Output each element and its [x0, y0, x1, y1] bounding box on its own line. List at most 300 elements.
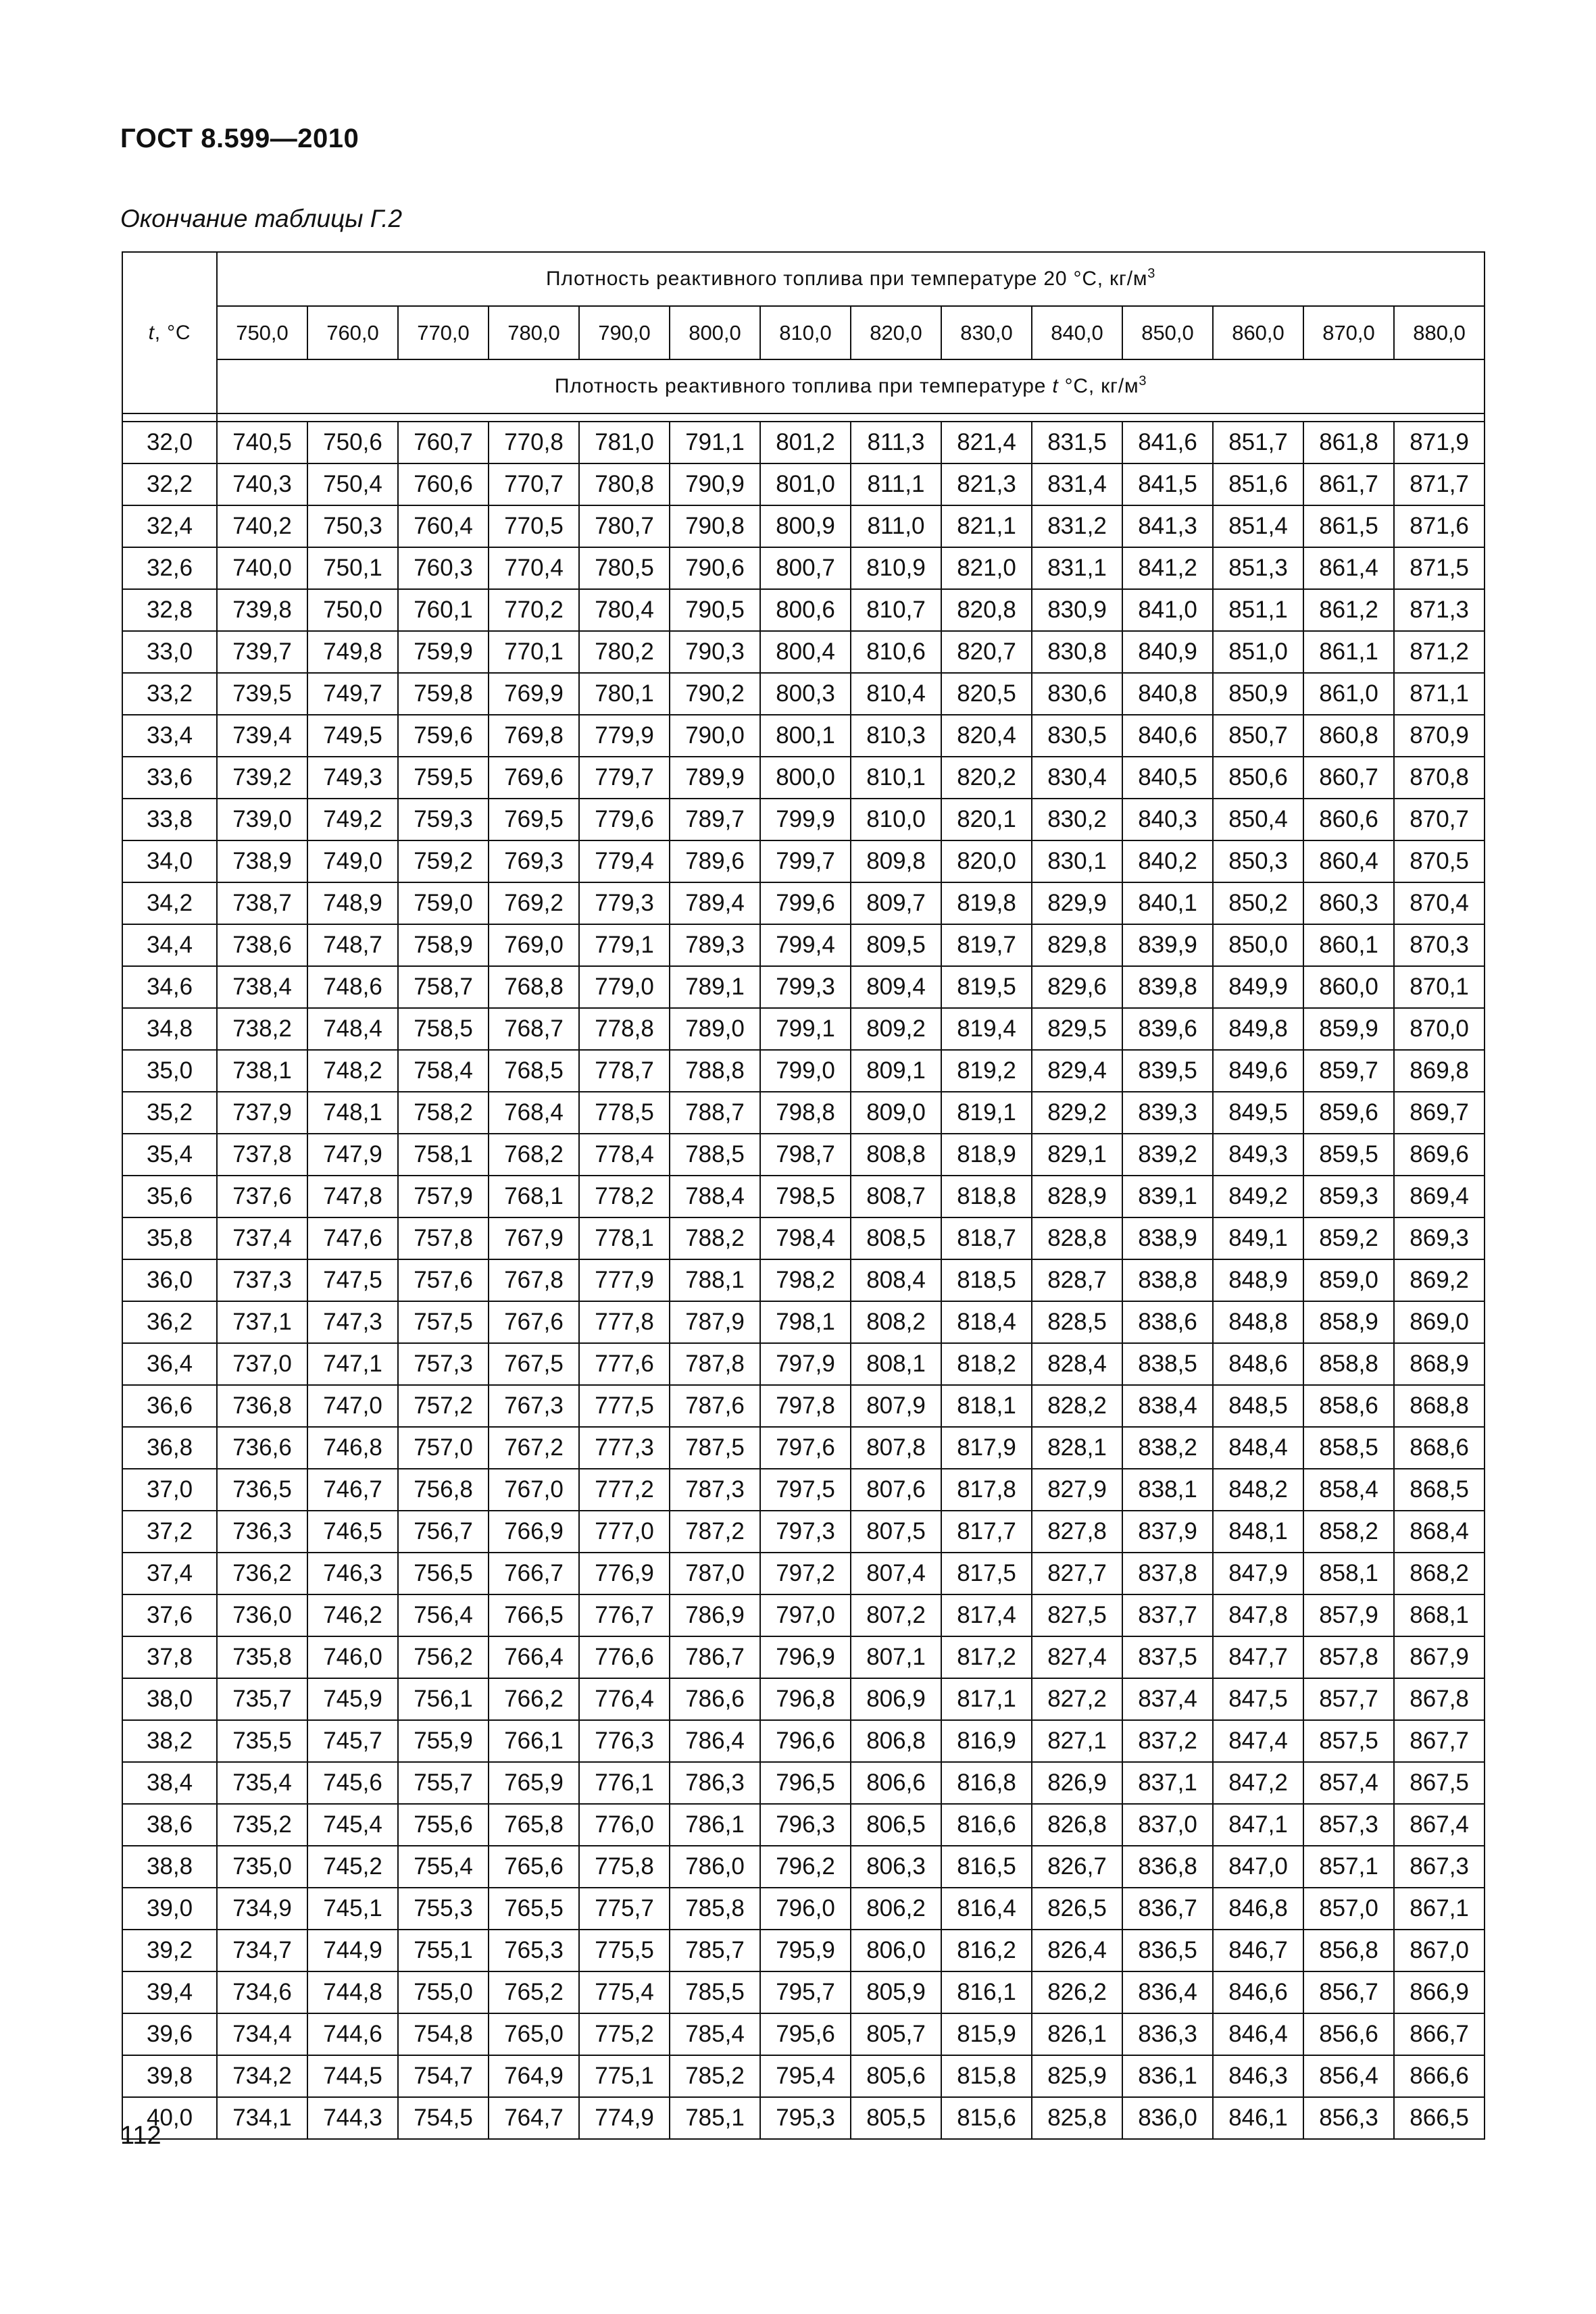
density-cell: 745,6 [307, 1762, 398, 1804]
density-cell: 800,3 [760, 673, 851, 715]
unit-power: 3 [1139, 374, 1147, 388]
density-cell: 788,4 [670, 1176, 760, 1217]
density-cell: 809,7 [851, 882, 941, 924]
density-cell: 736,6 [217, 1427, 307, 1469]
density-cell: 838,5 [1122, 1343, 1213, 1385]
density-cell: 819,4 [941, 1008, 1032, 1050]
density-cell: 745,4 [307, 1804, 398, 1846]
density-cell: 778,7 [579, 1050, 670, 1092]
density-cell: 818,5 [941, 1259, 1032, 1301]
temperature-cell: 35,0 [122, 1050, 217, 1092]
density-cell: 738,2 [217, 1008, 307, 1050]
density-cell: 755,6 [398, 1804, 489, 1846]
density-cell: 775,1 [579, 2055, 670, 2097]
density-cell: 820,7 [941, 631, 1032, 673]
density-cell: 821,0 [941, 547, 1032, 589]
density-cell: 839,5 [1122, 1050, 1213, 1092]
density-cell: 867,1 [1394, 1888, 1485, 1930]
density-cell: 851,6 [1213, 463, 1303, 505]
density-cell: 837,2 [1122, 1720, 1213, 1762]
table-body [122, 422, 1485, 2139]
density-cell: 856,3 [1303, 2097, 1394, 2139]
temperature-cell: 32,0 [122, 422, 217, 463]
density-cell: 766,2 [489, 1678, 579, 1720]
density-cell: 828,2 [1032, 1385, 1122, 1427]
density-cell: 849,6 [1213, 1050, 1303, 1092]
temperature-cell: 37,4 [122, 1553, 217, 1594]
density-cell: 847,9 [1213, 1553, 1303, 1594]
density-cell: 797,5 [760, 1469, 851, 1511]
density-cell: 788,7 [670, 1092, 760, 1134]
density-cell: 860,7 [1303, 757, 1394, 799]
density-cell: 747,6 [307, 1217, 398, 1259]
density-cell: 806,2 [851, 1888, 941, 1930]
density-cell: 786,7 [670, 1636, 760, 1678]
density-cell: 867,5 [1394, 1762, 1485, 1804]
table-row [122, 547, 1485, 589]
density-cell: 819,1 [941, 1092, 1032, 1134]
density-cell: 839,3 [1122, 1092, 1213, 1134]
density-cell: 777,6 [579, 1343, 670, 1385]
density-cell: 779,7 [579, 757, 670, 799]
density-cell: 736,5 [217, 1469, 307, 1511]
density-cell: 840,9 [1122, 631, 1213, 673]
density-cell: 859,0 [1303, 1259, 1394, 1301]
density-cell: 790,0 [670, 715, 760, 757]
density-cell: 820,2 [941, 757, 1032, 799]
density-cell: 787,3 [670, 1469, 760, 1511]
density-cell: 850,4 [1213, 799, 1303, 840]
density-cell: 825,9 [1032, 2055, 1122, 2097]
density-cell: 849,1 [1213, 1217, 1303, 1259]
density-cell: 778,2 [579, 1176, 670, 1217]
density-cell: 809,8 [851, 840, 941, 882]
density-cell: 769,5 [489, 799, 579, 840]
density-cell: 738,4 [217, 966, 307, 1008]
density-cell: 788,2 [670, 1217, 760, 1259]
density-cell: 848,6 [1213, 1343, 1303, 1385]
density-cell: 857,8 [1303, 1636, 1394, 1678]
density-cell: 768,1 [489, 1176, 579, 1217]
density-cell: 837,4 [1122, 1678, 1213, 1720]
column-header: 790,0 [579, 306, 670, 359]
density-cell: 858,8 [1303, 1343, 1394, 1385]
density-cell: 807,1 [851, 1636, 941, 1678]
table-row [122, 1930, 1485, 1971]
density-cell: 798,8 [760, 1092, 851, 1134]
density-cell: 746,2 [307, 1594, 398, 1636]
density-cell: 866,6 [1394, 2055, 1485, 2097]
density-cell: 867,4 [1394, 1804, 1485, 1846]
density-cell: 769,6 [489, 757, 579, 799]
density-cell: 830,2 [1032, 799, 1122, 840]
density-cell: 837,0 [1122, 1804, 1213, 1846]
temperature-cell: 34,6 [122, 966, 217, 1008]
density-cell: 789,3 [670, 924, 760, 966]
density-cell: 859,7 [1303, 1050, 1394, 1092]
density-cell: 760,6 [398, 463, 489, 505]
density-cell: 826,1 [1032, 2013, 1122, 2055]
density-cell: 836,4 [1122, 1971, 1213, 2013]
density-cell: 735,8 [217, 1636, 307, 1678]
density-cell: 831,2 [1032, 505, 1122, 547]
density-cell: 789,1 [670, 966, 760, 1008]
temperature-cell: 37,0 [122, 1469, 217, 1511]
density-cell: 798,2 [760, 1259, 851, 1301]
density-cell: 799,9 [760, 799, 851, 840]
density-cell: 858,2 [1303, 1511, 1394, 1553]
density-cell: 770,8 [489, 422, 579, 463]
density-cell: 748,2 [307, 1050, 398, 1092]
table-row [122, 1511, 1485, 1553]
density-cell: 870,0 [1394, 1008, 1485, 1050]
density-cell: 785,7 [670, 1930, 760, 1971]
density-cell: 816,4 [941, 1888, 1032, 1930]
density-cell: 799,1 [760, 1008, 851, 1050]
density-cell: 821,1 [941, 505, 1032, 547]
density-cell: 770,7 [489, 463, 579, 505]
density-cell: 755,3 [398, 1888, 489, 1930]
density-at-t-unit: °C, кг/м [1058, 375, 1139, 397]
density-cell: 841,5 [1122, 463, 1213, 505]
density-cell: 780,7 [579, 505, 670, 547]
density-cell: 828,1 [1032, 1427, 1122, 1469]
density-cell: 796,9 [760, 1636, 851, 1678]
density-cell: 769,0 [489, 924, 579, 966]
density-cell: 767,3 [489, 1385, 579, 1427]
density-cell: 787,5 [670, 1427, 760, 1469]
density-cell: 746,3 [307, 1553, 398, 1594]
table-row [122, 505, 1485, 547]
density-cell: 836,0 [1122, 2097, 1213, 2139]
density-cell: 856,4 [1303, 2055, 1394, 2097]
table-row [122, 2055, 1485, 2097]
density-cell: 856,7 [1303, 1971, 1394, 2013]
density-cell: 826,4 [1032, 1930, 1122, 1971]
density-cell: 734,2 [217, 2055, 307, 2097]
density-cell: 747,8 [307, 1176, 398, 1217]
temperature-cell: 39,6 [122, 2013, 217, 2055]
density-cell: 840,6 [1122, 715, 1213, 757]
density-cell: 800,6 [760, 589, 851, 631]
density-cell: 869,7 [1394, 1092, 1485, 1134]
density-cell: 747,5 [307, 1259, 398, 1301]
density-cell: 795,4 [760, 2055, 851, 2097]
density-at-20-label: Плотность реактивного топлива при температуре 20 °C, кг/м [545, 268, 1148, 290]
density-cell: 859,5 [1303, 1134, 1394, 1176]
density-cell: 849,8 [1213, 1008, 1303, 1050]
density-cell: 871,3 [1394, 589, 1485, 631]
table-row [122, 1553, 1485, 1594]
density-cell: 848,1 [1213, 1511, 1303, 1553]
density-cell: 796,0 [760, 1888, 851, 1930]
density-cell: 738,1 [217, 1050, 307, 1092]
table-row [122, 631, 1485, 673]
density-cell: 870,3 [1394, 924, 1485, 966]
density-cell: 785,2 [670, 2055, 760, 2097]
density-cell: 756,1 [398, 1678, 489, 1720]
column-header: 800,0 [670, 306, 760, 359]
density-cell: 745,7 [307, 1720, 398, 1762]
table-row [122, 882, 1485, 924]
density-cell: 818,2 [941, 1343, 1032, 1385]
column-header: 840,0 [1032, 306, 1122, 359]
density-cell: 808,2 [851, 1301, 941, 1343]
density-cell: 868,8 [1394, 1385, 1485, 1427]
density-cell: 871,9 [1394, 422, 1485, 463]
density-cell: 868,5 [1394, 1469, 1485, 1511]
density-cell: 869,2 [1394, 1259, 1485, 1301]
density-cell: 809,0 [851, 1092, 941, 1134]
density-cell: 838,8 [1122, 1259, 1213, 1301]
table-row [122, 1050, 1485, 1092]
density-cell: 759,5 [398, 757, 489, 799]
density-cell: 749,2 [307, 799, 398, 840]
density-cell: 809,5 [851, 924, 941, 966]
temperature-cell: 38,2 [122, 1720, 217, 1762]
table-row [122, 1678, 1485, 1720]
density-cell: 870,9 [1394, 715, 1485, 757]
density-cell: 829,5 [1032, 1008, 1122, 1050]
density-cell: 757,9 [398, 1176, 489, 1217]
density-cell: 837,1 [1122, 1762, 1213, 1804]
density-cell: 868,4 [1394, 1511, 1485, 1553]
density-cell: 809,4 [851, 966, 941, 1008]
header-spacer [217, 413, 1485, 422]
density-cell: 800,4 [760, 631, 851, 673]
density-cell: 858,4 [1303, 1469, 1394, 1511]
density-cell: 831,1 [1032, 547, 1122, 589]
density-cell: 830,6 [1032, 673, 1122, 715]
temperature-cell: 34,4 [122, 924, 217, 966]
density-cell: 798,7 [760, 1134, 851, 1176]
density-cell: 788,8 [670, 1050, 760, 1092]
density-cell: 828,4 [1032, 1343, 1122, 1385]
density-cell: 817,7 [941, 1511, 1032, 1553]
density-cell: 871,2 [1394, 631, 1485, 673]
density-cell: 830,9 [1032, 589, 1122, 631]
header-row-title [122, 252, 1485, 306]
density-cell: 780,5 [579, 547, 670, 589]
density-cell: 769,2 [489, 882, 579, 924]
density-cell: 800,0 [760, 757, 851, 799]
density-cell: 846,6 [1213, 1971, 1303, 2013]
density-cell: 849,3 [1213, 1134, 1303, 1176]
density-cell: 760,7 [398, 422, 489, 463]
density-at-20-header [217, 252, 1485, 306]
density-cell: 807,6 [851, 1469, 941, 1511]
density-cell: 790,6 [670, 547, 760, 589]
density-cell: 848,5 [1213, 1385, 1303, 1427]
temperature-cell: 37,8 [122, 1636, 217, 1678]
column-header: 870,0 [1303, 306, 1394, 359]
density-cell: 749,8 [307, 631, 398, 673]
temperature-cell: 33,2 [122, 673, 217, 715]
density-cell: 758,4 [398, 1050, 489, 1092]
density-cell: 746,7 [307, 1469, 398, 1511]
table-row [122, 1469, 1485, 1511]
density-cell: 838,1 [1122, 1469, 1213, 1511]
density-cell: 798,4 [760, 1217, 851, 1259]
density-cell: 805,5 [851, 2097, 941, 2139]
density-cell: 816,5 [941, 1846, 1032, 1888]
density-cell: 828,5 [1032, 1301, 1122, 1343]
density-cell: 840,3 [1122, 799, 1213, 840]
temperature-cell: 32,6 [122, 547, 217, 589]
density-cell: 817,8 [941, 1469, 1032, 1511]
density-cell: 740,2 [217, 505, 307, 547]
density-cell: 789,4 [670, 882, 760, 924]
density-cell: 866,5 [1394, 2097, 1485, 2139]
density-cell: 759,3 [398, 799, 489, 840]
density-cell: 831,4 [1032, 463, 1122, 505]
density-cell: 846,3 [1213, 2055, 1303, 2097]
density-cell: 846,8 [1213, 1888, 1303, 1930]
density-cell: 819,2 [941, 1050, 1032, 1092]
density-cell: 808,8 [851, 1134, 941, 1176]
density-cell: 847,0 [1213, 1846, 1303, 1888]
density-cell: 777,3 [579, 1427, 670, 1469]
density-cell: 840,1 [1122, 882, 1213, 924]
density-cell: 857,0 [1303, 1888, 1394, 1930]
density-cell: 777,8 [579, 1301, 670, 1343]
density-cell: 870,4 [1394, 882, 1485, 924]
density-cell: 797,9 [760, 1343, 851, 1385]
density-cell: 869,4 [1394, 1176, 1485, 1217]
density-cell: 767,2 [489, 1427, 579, 1469]
density-cell: 797,2 [760, 1553, 851, 1594]
density-cell: 754,7 [398, 2055, 489, 2097]
density-cell: 836,3 [1122, 2013, 1213, 2055]
density-cell: 777,5 [579, 1385, 670, 1427]
density-cell: 790,8 [670, 505, 760, 547]
density-cell: 821,3 [941, 463, 1032, 505]
density-cell: 745,1 [307, 1888, 398, 1930]
density-cell: 828,9 [1032, 1176, 1122, 1217]
density-cell: 789,7 [670, 799, 760, 840]
density-cell: 790,9 [670, 463, 760, 505]
table-row [122, 1217, 1485, 1259]
density-cell: 790,3 [670, 631, 760, 673]
density-cell: 870,8 [1394, 757, 1485, 799]
density-cell: 860,3 [1303, 882, 1394, 924]
density-cell: 810,3 [851, 715, 941, 757]
density-cell: 827,1 [1032, 1720, 1122, 1762]
density-table [122, 251, 1485, 2140]
density-cell: 805,7 [851, 2013, 941, 2055]
density-cell: 851,3 [1213, 547, 1303, 589]
density-cell: 795,7 [760, 1971, 851, 2013]
density-cell: 829,9 [1032, 882, 1122, 924]
density-cell: 848,2 [1213, 1469, 1303, 1511]
density-cell: 838,6 [1122, 1301, 1213, 1343]
column-header: 770,0 [398, 306, 489, 359]
density-cell: 767,8 [489, 1259, 579, 1301]
density-cell: 735,5 [217, 1720, 307, 1762]
table-row [122, 2097, 1485, 2139]
density-cell: 839,8 [1122, 966, 1213, 1008]
density-cell: 837,7 [1122, 1594, 1213, 1636]
density-cell: 749,0 [307, 840, 398, 882]
density-cell: 837,9 [1122, 1511, 1213, 1553]
density-cell: 857,9 [1303, 1594, 1394, 1636]
density-cell: 799,4 [760, 924, 851, 966]
density-cell: 847,2 [1213, 1762, 1303, 1804]
density-cell: 815,9 [941, 2013, 1032, 2055]
density-cell: 770,2 [489, 589, 579, 631]
density-cell: 867,9 [1394, 1636, 1485, 1678]
density-cell: 871,7 [1394, 463, 1485, 505]
density-cell: 847,8 [1213, 1594, 1303, 1636]
density-cell: 737,0 [217, 1343, 307, 1385]
table-row [122, 2013, 1485, 2055]
density-cell: 820,0 [941, 840, 1032, 882]
density-cell: 769,9 [489, 673, 579, 715]
density-cell: 819,8 [941, 882, 1032, 924]
density-cell: 787,8 [670, 1343, 760, 1385]
density-cell: 806,9 [851, 1678, 941, 1720]
density-cell: 810,4 [851, 673, 941, 715]
density-cell: 765,8 [489, 1804, 579, 1846]
density-cell: 846,7 [1213, 1930, 1303, 1971]
density-cell: 806,6 [851, 1762, 941, 1804]
density-cell: 840,5 [1122, 757, 1213, 799]
header-row-subtitle [122, 359, 1485, 413]
density-cell: 796,3 [760, 1804, 851, 1846]
column-header: 850,0 [1122, 306, 1213, 359]
temperature-cell: 33,8 [122, 799, 217, 840]
density-cell: 789,9 [670, 757, 760, 799]
density-cell: 745,2 [307, 1846, 398, 1888]
temperature-cell: 37,2 [122, 1511, 217, 1553]
density-cell: 791,1 [670, 422, 760, 463]
density-cell: 756,4 [398, 1594, 489, 1636]
table-row [122, 1888, 1485, 1930]
density-cell: 766,4 [489, 1636, 579, 1678]
density-cell: 779,3 [579, 882, 670, 924]
density-cell: 861,0 [1303, 673, 1394, 715]
density-cell: 740,0 [217, 547, 307, 589]
density-cell: 830,1 [1032, 840, 1122, 882]
temperature-cell: 36,6 [122, 1385, 217, 1427]
density-cell: 756,7 [398, 1511, 489, 1553]
density-cell: 769,3 [489, 840, 579, 882]
density-cell: 838,4 [1122, 1385, 1213, 1427]
density-cell: 815,8 [941, 2055, 1032, 2097]
document-header: ГОСТ 8.599—2010 [120, 124, 359, 153]
density-cell: 757,6 [398, 1259, 489, 1301]
table-caption: Окончание таблицы Г.2 [120, 205, 403, 232]
density-cell: 861,4 [1303, 547, 1394, 589]
density-cell: 830,5 [1032, 715, 1122, 757]
density-cell: 748,1 [307, 1092, 398, 1134]
density-cell: 734,9 [217, 1888, 307, 1930]
density-cell: 754,5 [398, 2097, 489, 2139]
density-cell: 827,2 [1032, 1678, 1122, 1720]
density-cell: 766,9 [489, 1511, 579, 1553]
density-cell: 829,1 [1032, 1134, 1122, 1176]
header-row-columns [122, 306, 1485, 359]
table-row [122, 1176, 1485, 1217]
density-cell: 768,2 [489, 1134, 579, 1176]
density-cell: 857,7 [1303, 1678, 1394, 1720]
density-cell: 775,4 [579, 1971, 670, 2013]
temperature-cell: 36,0 [122, 1259, 217, 1301]
density-cell: 737,6 [217, 1176, 307, 1217]
density-cell: 759,0 [398, 882, 489, 924]
density-cell: 755,7 [398, 1762, 489, 1804]
density-cell: 798,5 [760, 1176, 851, 1217]
